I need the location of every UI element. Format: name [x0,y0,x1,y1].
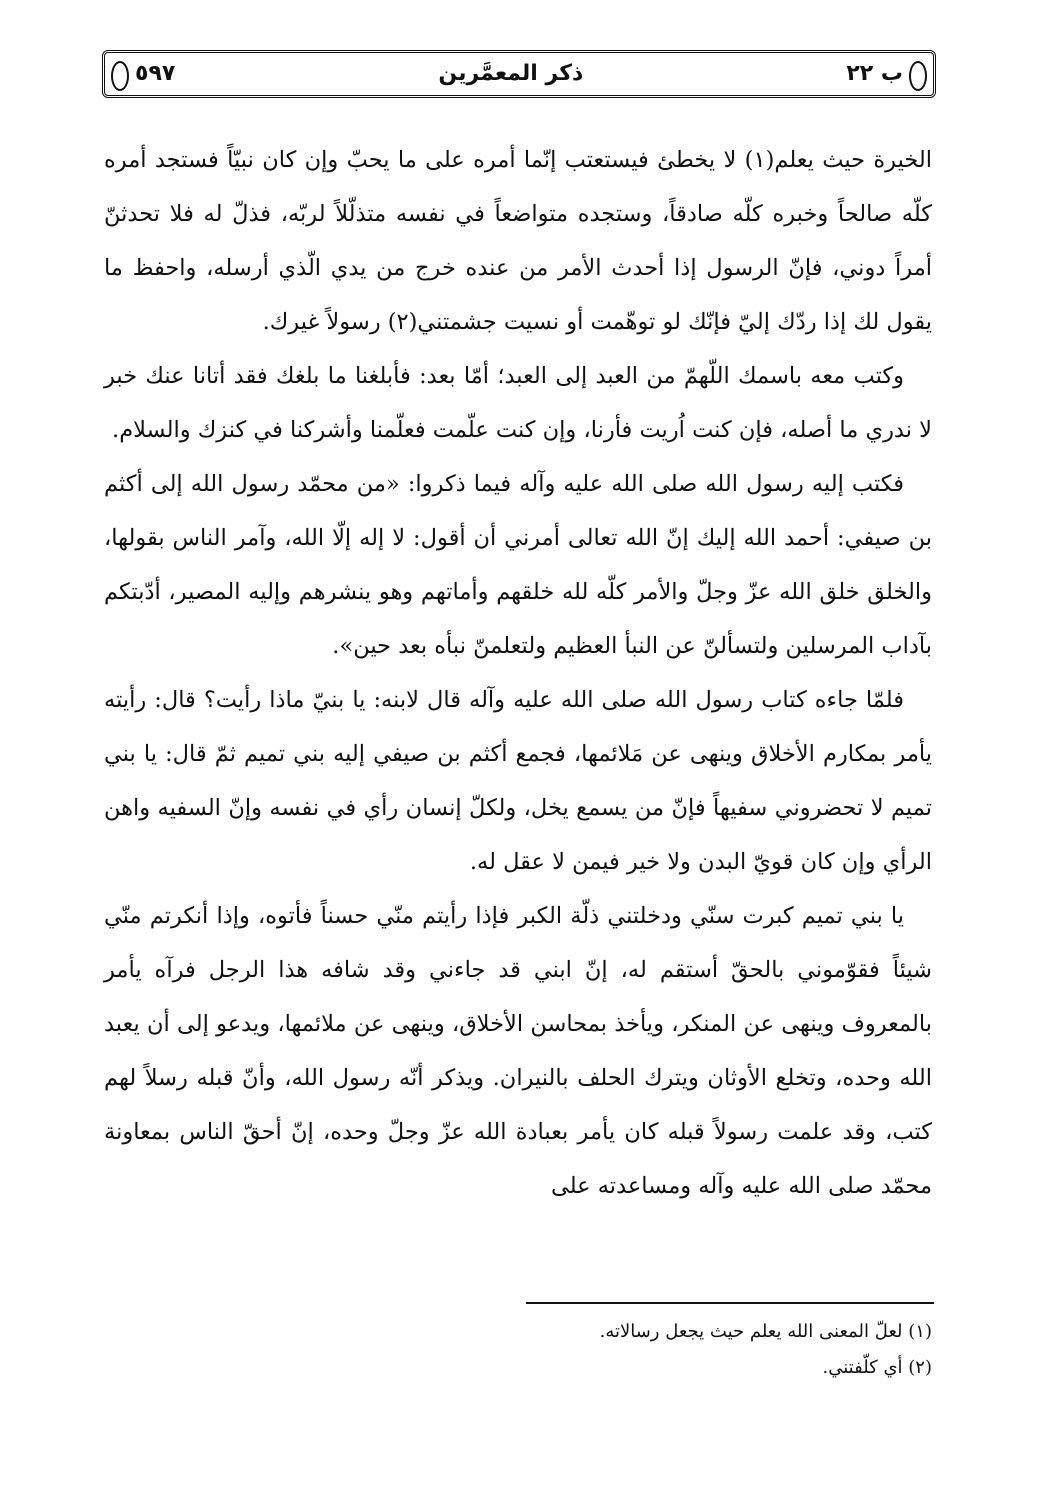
main-text [104,133,932,1213]
footnote-1: (١) لعلّ المعنى الله يعلم حيث يجعل رسالاته. [599,1321,932,1342]
footnotes [104,1314,932,1386]
paragraph-5: يا بني تميم كبرت سنّي ودخلتني ذلّة الكبر فإذا رأيتم منّي حسناً فأتوه، وإذا أنكرتم منّي شيئاً فقوّموني بالحقّ أستقم له، إنّ ابني قد جاءني وقد شافه هذا الرجل فرآه يأمر بالمعروف وينهى عن المنكر، ويأخذ بمحاسن الأخلاق، وينهى عن ملائمها، ويدعو إلى أن يعبد الله وحده، وتخلع الأوثان ويترك الحلف بالنيران. ويذكر أنّه رسول الله، وأنّ قبله رسلاً لهم كتب، وقد علمت رسولاً قبله كان يأمر بعبادة الله عزّ وجلّ وحده، إنّ أحقّ الناس بمعاونة محمّد صلى الله عليه وآله ومساعدته على [104,903,932,1199]
chapter-title: ذكر المعمَّرين [438,61,584,86]
page-number: ٥٩٧ [135,61,176,86]
paragraph-2: وكتب معه باسمك اللّهمّ من العبد إلى العبد؛ أمّا بعد: فأبلغنا ما بلغك فقد أتانا عنك خبر لا ندري ما أصله، فإن كنت اُريت فأرنا، وإن كنت علّمت فعلّمنا وأشركنا في كنزك والسلام. [104,363,932,443]
section-label: ب ٢٢ [846,61,903,86]
footnote-separator [526,1302,934,1304]
footnote-2: (٢) أي كلّفتني. [822,1357,932,1378]
paragraph-4: فلمّا جاءه كتاب رسول الله صلى الله عليه وآله قال لابنه: يا بنيّ ماذا رأيت؟ قال: رأيته يأمر بمكارم الأخلاق وينهى عن مَلائمها، فجمع أكثم بن صيفي إليه بني تميم ثمّ قال: يا بني تميم لا تحضروني سفيهاً فإنّ من يسمع يخل، ولكلّ إنسان رأي في نفسه وإنّ السفيه واهن الرأي وإن كان قويّ البدن ولا خير فيمن لا عقل له. [104,687,932,875]
page-header [102,50,936,98]
paragraph-1: الخيرة حيث يعلم(١) لا يخطئ فيستعتب إنّما أمره على ما يحبّ وإن كان نبيّاً فستجد أمره كلّه صالحاً وخبره كلّه صادقاً، وستجده متواضعاً في نفسه متذلّلاً لربّه، فذلّ له فلا تحدثنّ أمراً دوني، فإنّ الرسول إذا أحدث الأمر من عنده خرج من يدي الّذي أرسله، واحفظ ما يقول لك إذا ردّك إليّ فإنّك لو توهّمت أو نسيت جشمتني(٢) رسولاً غيرك. [104,147,932,335]
paragraph-3: فكتب إليه رسول الله صلى الله عليه وآله فيما ذكروا: «من محمّد رسول الله إلى أكثم بن صيفي: أحمد الله إليك إنّ الله تعالى أمرني أن أقول: لا إله إلّا الله، وآمر الناس بقولها، والخلق خلق الله عزّ وجلّ والأمر كلّه لله خلقهم وأماتهم وهو ينشرهم وإليه المصير، أدّبتكم بآداب المرسلين ولتسألنّ عن النبأ العظيم ولتعلمنّ نبأه بعد حين». [104,471,932,659]
